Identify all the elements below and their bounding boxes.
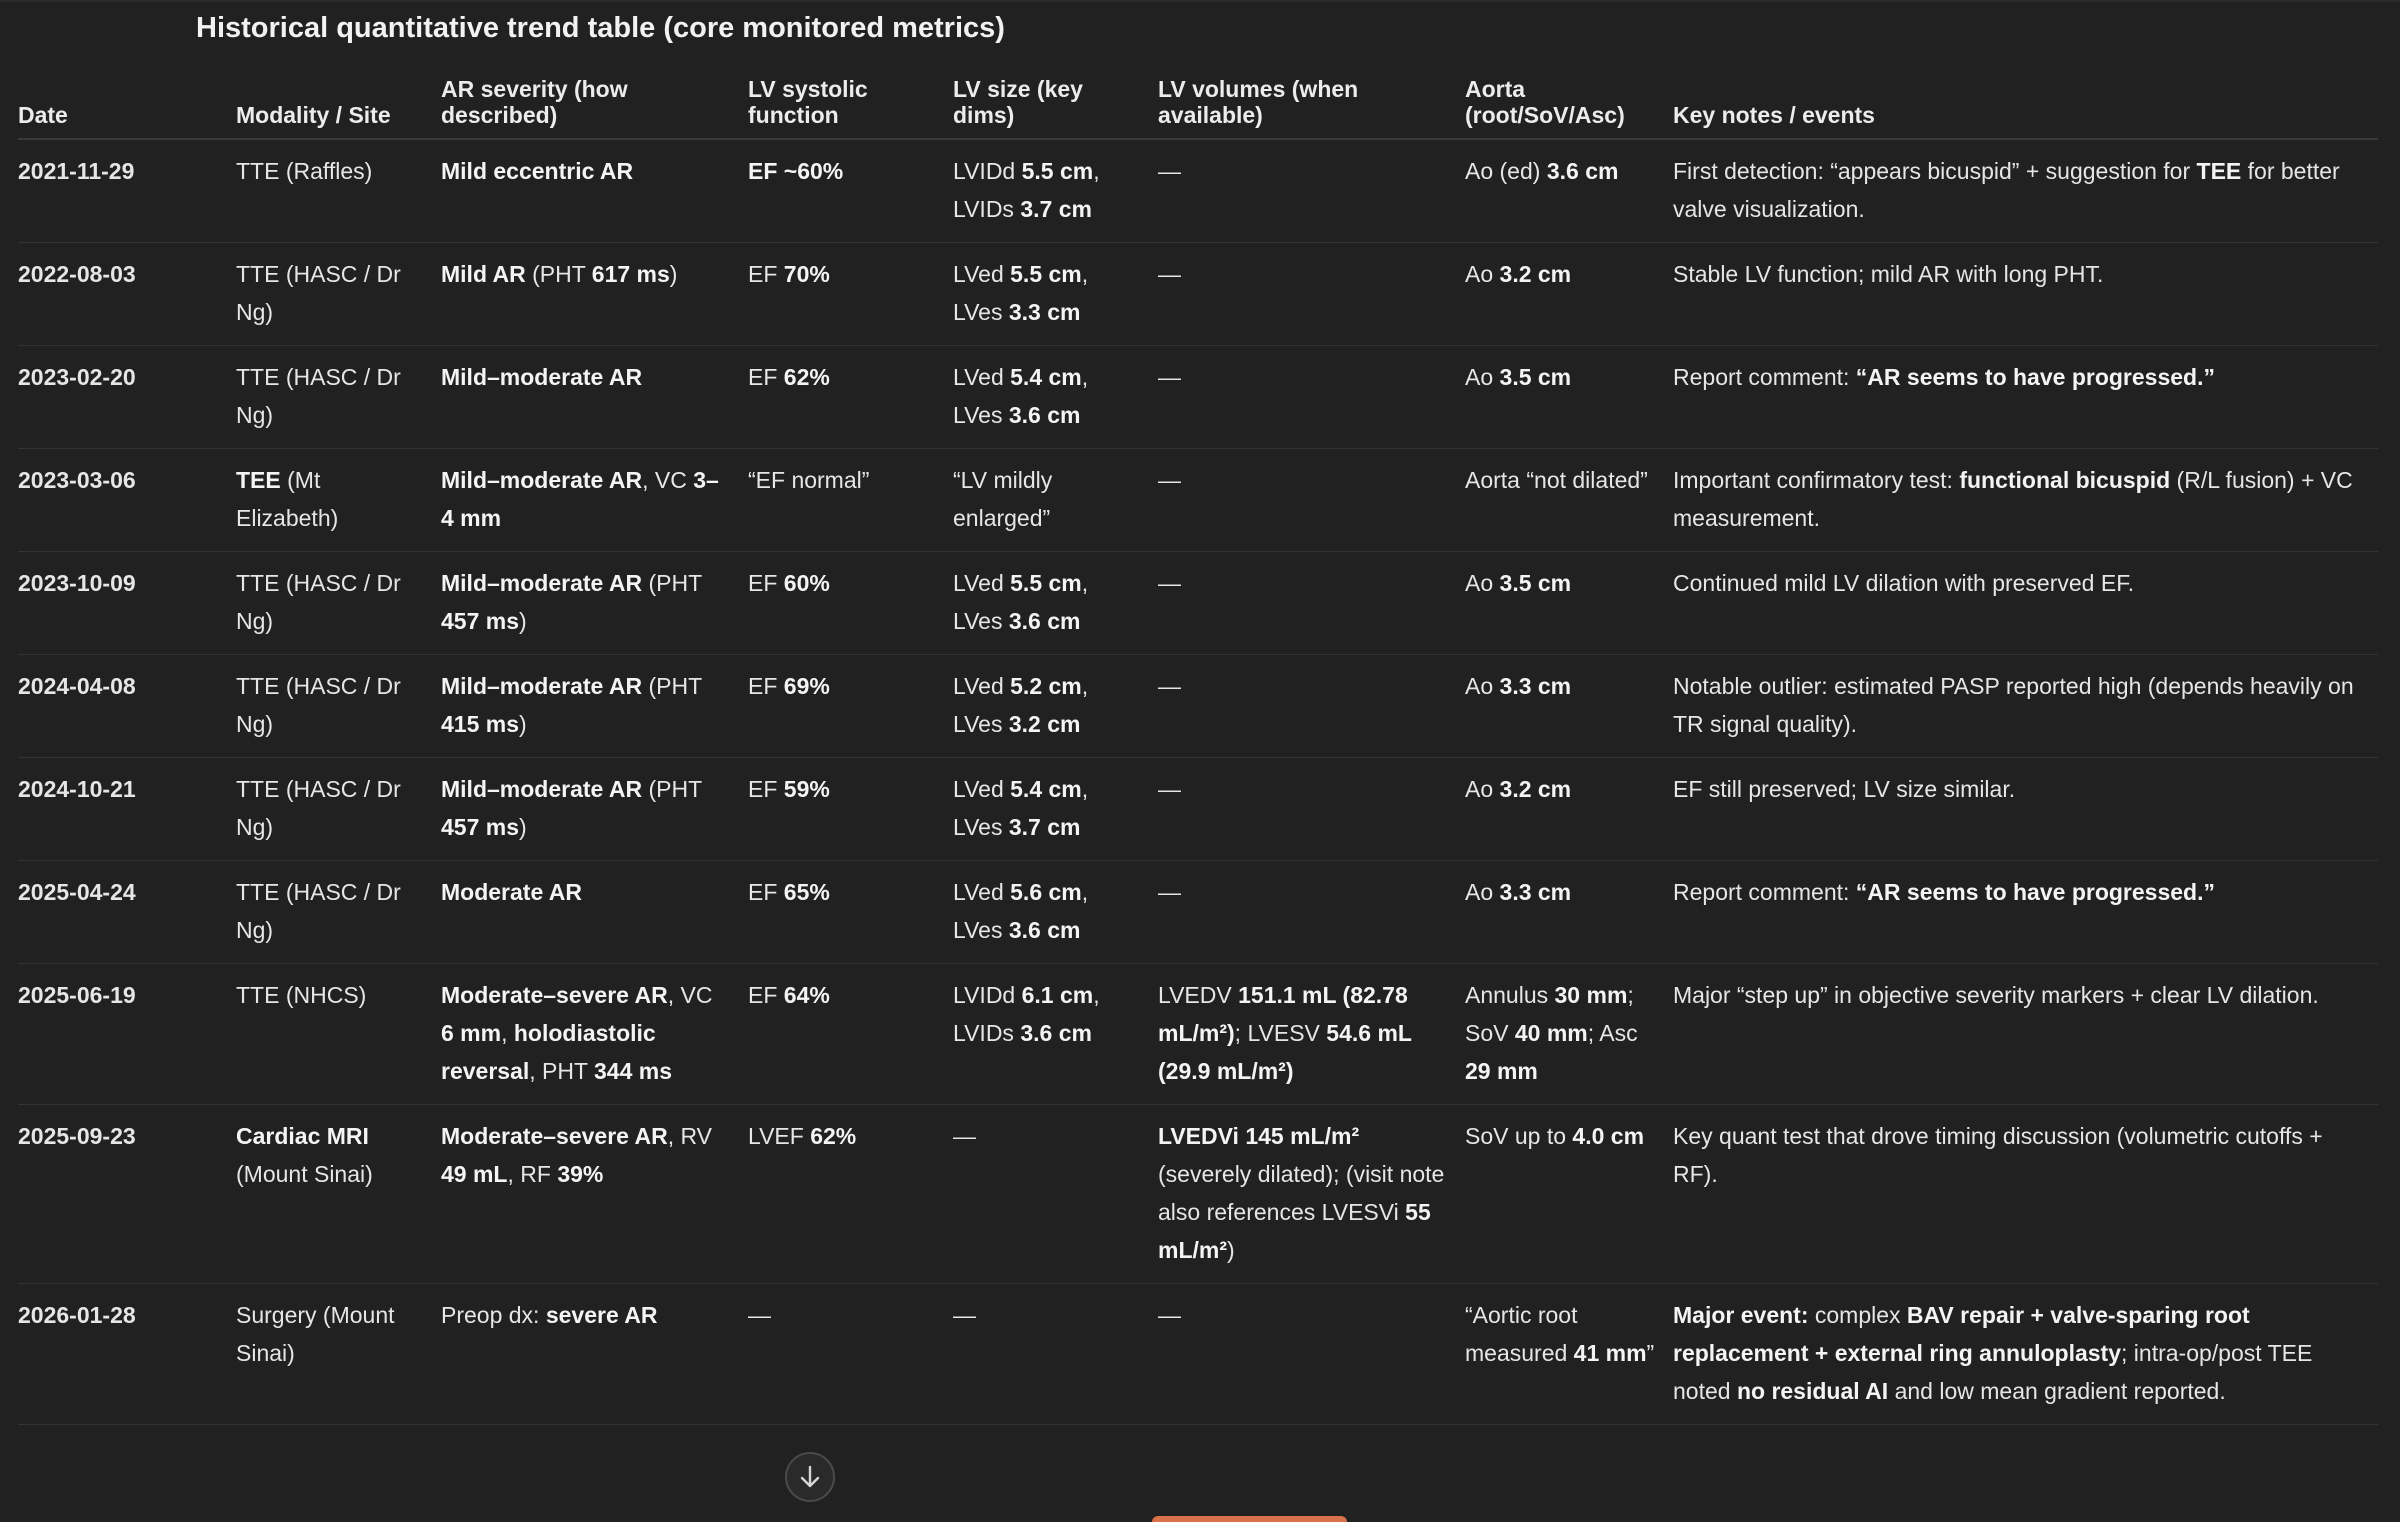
ar-severity-cell bbox=[441, 758, 748, 861]
lv-size-cell bbox=[953, 758, 1158, 861]
bold-text: 3.5 cm bbox=[1499, 364, 1572, 390]
cell-text: , LVIDs bbox=[953, 982, 1100, 1046]
bold-text: 415 ms bbox=[441, 711, 520, 737]
cell-text: , VC bbox=[642, 467, 694, 493]
table-row bbox=[18, 243, 2378, 346]
table-row bbox=[18, 449, 2378, 552]
cell-text: ) bbox=[669, 261, 678, 287]
action-button-edge[interactable] bbox=[1152, 1516, 1347, 1522]
bold-text: 5.5 cm bbox=[1021, 158, 1094, 184]
cell-text: , PHT bbox=[529, 1058, 595, 1084]
cell-text: ) bbox=[519, 814, 527, 840]
lv-volumes-cell bbox=[1158, 449, 1465, 552]
bold-text: 3.3 cm bbox=[1008, 299, 1081, 325]
cell-text: Important confirmatory test: bbox=[1673, 467, 1960, 493]
cell-text: (PHT bbox=[642, 673, 702, 699]
cell-text: , LVes bbox=[953, 673, 1089, 737]
notes-cell bbox=[1673, 861, 2378, 964]
lv-volumes-cell bbox=[1158, 758, 1465, 861]
cell-text: ) bbox=[519, 608, 527, 634]
lv-volumes-cell bbox=[1158, 1284, 1465, 1425]
bold-text: 49 mL bbox=[441, 1161, 508, 1187]
bold-text: Mild–moderate AR bbox=[441, 364, 643, 390]
column-header-aorta: Aorta (root/SoV/Asc) bbox=[1465, 70, 1673, 139]
lv-systolic-cell bbox=[748, 449, 953, 552]
bold-text: 3–4 mm bbox=[441, 467, 719, 531]
cell-text: , LVes bbox=[953, 776, 1089, 840]
bold-text: 5.2 cm bbox=[1010, 673, 1082, 699]
cell-text: , LVes bbox=[953, 570, 1089, 634]
cell-text: TTE (NHCS) bbox=[236, 982, 367, 1008]
lv-systolic-cell bbox=[748, 139, 953, 243]
table-row bbox=[18, 655, 2378, 758]
modality-cell bbox=[236, 1105, 441, 1284]
cell-text: Ao bbox=[1465, 261, 1500, 287]
table-body bbox=[18, 139, 2378, 1425]
bold-text: 3.6 cm bbox=[1008, 917, 1081, 943]
arrow-down-icon bbox=[799, 1465, 821, 1489]
cell-text: LVEDV bbox=[1158, 982, 1239, 1008]
cell-text: LVed bbox=[953, 879, 1011, 905]
cell-text: TTE (HASC / Dr Ng) bbox=[236, 776, 401, 840]
cell-text: Continued mild LV dilation with preserved EF. bbox=[1673, 570, 2135, 596]
cell-text: — bbox=[1158, 364, 1181, 390]
date-cell: 2026-01-28 bbox=[18, 1284, 236, 1425]
cell-text: , LVIDs bbox=[953, 158, 1100, 222]
column-header-date: Date bbox=[18, 70, 236, 139]
cell-text: — bbox=[953, 1123, 976, 1149]
date-cell: 2025-04-24 bbox=[18, 861, 236, 964]
aorta-cell bbox=[1465, 449, 1673, 552]
notes-cell bbox=[1673, 655, 2378, 758]
cell-text: Preop dx: bbox=[441, 1302, 546, 1328]
cell-text: ; SoV bbox=[1465, 982, 1634, 1046]
bold-text: 3.2 cm bbox=[1499, 261, 1572, 287]
cell-text: ) bbox=[1227, 1237, 1235, 1263]
lv-size-cell bbox=[953, 346, 1158, 449]
bold-text: 70% bbox=[783, 261, 830, 287]
bold-text: 6.1 cm bbox=[1021, 982, 1094, 1008]
cell-text: EF bbox=[748, 673, 784, 699]
bold-text: Major event: bbox=[1673, 1302, 1809, 1328]
cell-text: LVEF bbox=[748, 1123, 811, 1149]
cell-text: TTE (HASC / Dr Ng) bbox=[236, 879, 401, 943]
cell-text: Report comment: bbox=[1673, 364, 1856, 390]
cell-text: EF bbox=[748, 879, 784, 905]
ar-severity-cell bbox=[441, 243, 748, 346]
cell-text: — bbox=[748, 1302, 771, 1328]
bold-text: Mild–moderate AR bbox=[441, 570, 643, 596]
cell-text: EF bbox=[748, 982, 784, 1008]
cell-text: LVed bbox=[953, 570, 1011, 596]
bold-text: 5.5 cm bbox=[1010, 570, 1082, 596]
cell-text: (PHT bbox=[525, 261, 592, 287]
bold-text: “AR seems to have progressed.” bbox=[1855, 879, 2215, 905]
bold-text: 3.2 cm bbox=[1499, 776, 1572, 802]
bold-text: 54.6 mL (29.9 mL/m²) bbox=[1158, 1020, 1412, 1084]
column-header-notes: Key notes / events bbox=[1673, 70, 2378, 139]
notes-cell bbox=[1673, 139, 2378, 243]
lv-systolic-cell bbox=[748, 655, 953, 758]
cell-text: EF bbox=[748, 570, 784, 596]
cell-text: Report comment: bbox=[1673, 879, 1856, 905]
bold-text: 3.2 cm bbox=[1008, 711, 1081, 737]
cell-text: (R/L fusion) + VC measurement. bbox=[1673, 467, 2353, 531]
cell-text: LVed bbox=[953, 261, 1011, 287]
date-cell: 2022-08-03 bbox=[18, 243, 236, 346]
bold-text: Mild eccentric AR bbox=[441, 158, 634, 184]
ar-severity-cell bbox=[441, 861, 748, 964]
cell-text: Ao bbox=[1465, 570, 1500, 596]
bold-text: Mild–moderate AR bbox=[441, 467, 643, 493]
aorta-cell bbox=[1465, 861, 1673, 964]
lv-volumes-cell bbox=[1158, 1105, 1465, 1284]
aorta-cell bbox=[1465, 964, 1673, 1105]
lv-volumes-cell bbox=[1158, 655, 1465, 758]
cell-text: , LVes bbox=[953, 261, 1089, 325]
bold-text: 5.6 cm bbox=[1010, 879, 1082, 905]
bold-text: 62% bbox=[783, 364, 830, 390]
bold-text: Moderate AR bbox=[441, 879, 582, 905]
bold-text: 40 mm bbox=[1514, 1020, 1588, 1046]
scroll-down-button[interactable] bbox=[785, 1452, 835, 1502]
trend-table bbox=[18, 70, 2378, 1425]
cell-text: Ao bbox=[1465, 364, 1500, 390]
cell-text: LVed bbox=[953, 364, 1011, 390]
cell-text: ) bbox=[519, 711, 527, 737]
table-header-row bbox=[18, 70, 2378, 139]
bold-text: 3.3 cm bbox=[1499, 673, 1572, 699]
bold-text: Moderate–severe AR bbox=[441, 982, 668, 1008]
cell-text: — bbox=[1158, 570, 1181, 596]
bold-text: 60% bbox=[783, 570, 830, 596]
table-row bbox=[18, 1284, 2378, 1425]
modality-cell bbox=[236, 758, 441, 861]
notes-cell bbox=[1673, 449, 2378, 552]
aorta-cell bbox=[1465, 1105, 1673, 1284]
bold-text: 64% bbox=[783, 982, 830, 1008]
bold-text: 69% bbox=[783, 673, 830, 699]
bold-text: 617 ms bbox=[591, 261, 670, 287]
bold-text: 30 mm bbox=[1554, 982, 1628, 1008]
bold-text: 6 mm bbox=[441, 1020, 502, 1046]
cell-text: — bbox=[1158, 467, 1181, 493]
cell-text: for better valve visualization. bbox=[1673, 158, 2340, 222]
cell-text: LVed bbox=[953, 776, 1011, 802]
lv-size-cell bbox=[953, 1284, 1158, 1425]
ar-severity-cell bbox=[441, 552, 748, 655]
cell-text: Stable LV function; mild AR with long PHT. bbox=[1673, 261, 2104, 287]
lv-volumes-cell bbox=[1158, 346, 1465, 449]
cell-text: “LV mildly enlarged” bbox=[953, 467, 1053, 531]
cell-text: TTE (HASC / Dr Ng) bbox=[236, 261, 401, 325]
lv-systolic-cell bbox=[748, 758, 953, 861]
modality-cell bbox=[236, 655, 441, 758]
bold-text: “AR seems to have progressed.” bbox=[1855, 364, 2215, 390]
cell-text: EF bbox=[748, 364, 784, 390]
lv-volumes-cell bbox=[1158, 552, 1465, 655]
bold-text: Moderate–severe AR bbox=[441, 1123, 668, 1149]
cell-text: Annulus bbox=[1465, 982, 1555, 1008]
bold-text: 5.5 cm bbox=[1010, 261, 1082, 287]
modality-cell bbox=[236, 552, 441, 655]
bold-text: 4.0 cm bbox=[1572, 1123, 1645, 1149]
modality-cell bbox=[236, 139, 441, 243]
bold-text: 59% bbox=[783, 776, 830, 802]
cell-text: First detection: “appears bicuspid” + suggestion for bbox=[1673, 158, 2197, 184]
aorta-cell bbox=[1465, 1284, 1673, 1425]
bold-text: functional bicuspid bbox=[1959, 467, 2171, 493]
cell-text: Aorta “not dilated” bbox=[1465, 467, 1648, 493]
column-header-modality: Modality / Site bbox=[236, 70, 441, 139]
bold-text: 151.1 mL (82.78 mL/m²) bbox=[1158, 982, 1408, 1046]
cell-text: (Mt Elizabeth) bbox=[236, 467, 339, 531]
lv-volumes-cell bbox=[1158, 243, 1465, 346]
notes-cell bbox=[1673, 243, 2378, 346]
cell-text: SoV up to bbox=[1465, 1123, 1573, 1149]
bold-text: 55 mL/m² bbox=[1158, 1199, 1431, 1263]
cell-text: EF bbox=[748, 261, 784, 287]
bold-text: severe AR bbox=[545, 1302, 658, 1328]
ar-severity-cell bbox=[441, 655, 748, 758]
bold-text: holodiastolic reversal bbox=[441, 1020, 656, 1084]
cell-text: “Aortic root measured bbox=[1465, 1302, 1578, 1366]
bold-text: 344 ms bbox=[594, 1058, 673, 1084]
date-cell: 2024-04-08 bbox=[18, 655, 236, 758]
lv-size-cell bbox=[953, 964, 1158, 1105]
cell-text: (Mount Sinai) bbox=[236, 1161, 373, 1187]
bold-text: 3.6 cm bbox=[1008, 402, 1081, 428]
bold-text: TEE bbox=[236, 467, 281, 493]
bold-text: EF ~60% bbox=[748, 158, 844, 184]
cell-text: TTE (Raffles) bbox=[236, 158, 373, 184]
notes-cell bbox=[1673, 964, 2378, 1105]
date-cell: 2024-10-21 bbox=[18, 758, 236, 861]
bold-text: 457 ms bbox=[441, 814, 520, 840]
lv-volumes-cell bbox=[1158, 964, 1465, 1105]
bold-text: 3.6 cm bbox=[1020, 1020, 1092, 1046]
column-header-lv-systolic: LV systolic function bbox=[748, 70, 953, 139]
lv-size-cell bbox=[953, 655, 1158, 758]
bold-text: 39% bbox=[557, 1161, 604, 1187]
cell-text: , LVes bbox=[953, 364, 1089, 428]
bold-text: BAV repair + valve-sparing root replacement + external ring annuloplasty bbox=[1673, 1302, 2250, 1366]
lv-size-cell bbox=[953, 552, 1158, 655]
section-heading: Historical quantitative trend table (core monitored metrics) bbox=[196, 12, 1005, 44]
cell-text: , RF bbox=[507, 1161, 558, 1187]
bold-text: 65% bbox=[783, 879, 830, 905]
lv-systolic-cell bbox=[748, 346, 953, 449]
bold-text: LVEDVi 145 mL/m² bbox=[1158, 1123, 1360, 1149]
bold-text: no residual AI bbox=[1736, 1378, 1889, 1404]
modality-cell bbox=[236, 1284, 441, 1425]
date-cell: 2025-09-23 bbox=[18, 1105, 236, 1284]
notes-cell bbox=[1673, 758, 2378, 861]
cell-text: LVIDd bbox=[953, 982, 1022, 1008]
date-cell: 2025-06-19 bbox=[18, 964, 236, 1105]
cell-text: LVIDd bbox=[953, 158, 1022, 184]
modality-cell bbox=[236, 861, 441, 964]
date-cell: 2023-10-09 bbox=[18, 552, 236, 655]
cell-text: ; intra-op/post TEE noted bbox=[1673, 1340, 2313, 1404]
lv-volumes-cell bbox=[1158, 139, 1465, 243]
ar-severity-cell bbox=[441, 139, 748, 243]
cell-text: TTE (HASC / Dr Ng) bbox=[236, 364, 401, 428]
date-cell: 2023-02-20 bbox=[18, 346, 236, 449]
cell-text: ; Asc bbox=[1587, 1020, 1638, 1046]
notes-cell bbox=[1673, 552, 2378, 655]
bold-text: 3.7 cm bbox=[1008, 814, 1081, 840]
cell-text: (severely dilated); (visit note also references LVESVi bbox=[1158, 1161, 1445, 1225]
date-cell: 2021-11-29 bbox=[18, 139, 236, 243]
cell-text: EF still preserved; LV size similar. bbox=[1673, 776, 2016, 802]
column-header-lv-size: LV size (key dims) bbox=[953, 70, 1158, 139]
aorta-cell bbox=[1465, 552, 1673, 655]
cell-text: Ao bbox=[1465, 879, 1500, 905]
cell-text: Ao bbox=[1465, 673, 1500, 699]
cell-text: , VC bbox=[667, 982, 713, 1008]
trend-table-container bbox=[18, 70, 2378, 1425]
cell-text: — bbox=[1158, 1302, 1181, 1328]
notes-cell bbox=[1673, 1105, 2378, 1284]
date-cell: 2023-03-06 bbox=[18, 449, 236, 552]
table-row bbox=[18, 964, 2378, 1105]
aorta-cell bbox=[1465, 243, 1673, 346]
modality-cell bbox=[236, 346, 441, 449]
cell-text: “EF normal” bbox=[748, 467, 870, 493]
cell-text: (PHT bbox=[642, 776, 702, 802]
cell-text: Ao (ed) bbox=[1465, 158, 1547, 184]
cell-text: — bbox=[1158, 158, 1181, 184]
ar-severity-cell bbox=[441, 1105, 748, 1284]
cell-text: — bbox=[1158, 879, 1181, 905]
cell-text: ; LVESV bbox=[1234, 1020, 1327, 1046]
cell-text: Surgery (Mount Sinai) bbox=[236, 1302, 395, 1366]
cell-text: Key quant test that drove timing discussion (volumetric cutoffs + RF). bbox=[1673, 1123, 2323, 1187]
lv-size-cell bbox=[953, 243, 1158, 346]
lv-size-cell bbox=[953, 449, 1158, 552]
table-row bbox=[18, 861, 2378, 964]
cell-text: Major “step up” in objective severity markers + clear LV dilation. bbox=[1673, 982, 2319, 1008]
lv-size-cell bbox=[953, 139, 1158, 243]
cell-text: complex bbox=[1808, 1302, 1907, 1328]
aorta-cell bbox=[1465, 346, 1673, 449]
table-row bbox=[18, 1105, 2378, 1284]
bold-text: 3.7 cm bbox=[1020, 196, 1092, 222]
ar-severity-cell bbox=[441, 346, 748, 449]
lv-volumes-cell bbox=[1158, 861, 1465, 964]
lv-systolic-cell bbox=[748, 1105, 953, 1284]
cell-text: — bbox=[953, 1302, 976, 1328]
cell-text: Ao bbox=[1465, 776, 1500, 802]
lv-systolic-cell bbox=[748, 861, 953, 964]
column-header-ar-severity: AR severity (how described) bbox=[441, 70, 748, 139]
aorta-cell bbox=[1465, 655, 1673, 758]
bold-text: 41 mm bbox=[1573, 1340, 1647, 1366]
table-row bbox=[18, 552, 2378, 655]
bold-text: 62% bbox=[810, 1123, 857, 1149]
bold-text: Cardiac MRI bbox=[236, 1123, 369, 1149]
cell-text: — bbox=[1158, 776, 1181, 802]
cell-text: EF bbox=[748, 776, 784, 802]
aorta-cell bbox=[1465, 758, 1673, 861]
cell-text: Notable outlier: estimated PASP reported high (depends heavily on TR signal quality). bbox=[1673, 673, 2354, 737]
ar-severity-cell bbox=[441, 449, 748, 552]
modality-cell bbox=[236, 243, 441, 346]
lv-size-cell bbox=[953, 861, 1158, 964]
table-row bbox=[18, 758, 2378, 861]
lv-systolic-cell bbox=[748, 552, 953, 655]
modality-cell bbox=[236, 964, 441, 1105]
cell-text: , LVes bbox=[953, 879, 1089, 943]
bold-text: 457 ms bbox=[441, 608, 520, 634]
ar-severity-cell bbox=[441, 1284, 748, 1425]
cell-text: LVed bbox=[953, 673, 1011, 699]
cell-text: (PHT bbox=[642, 570, 702, 596]
cell-text: , RV bbox=[667, 1123, 713, 1149]
bold-text: Mild AR bbox=[441, 261, 526, 287]
cell-text: TTE (HASC / Dr Ng) bbox=[236, 570, 401, 634]
table-row bbox=[18, 346, 2378, 449]
bold-text: 3.3 cm bbox=[1499, 879, 1572, 905]
table-row bbox=[18, 139, 2378, 243]
bold-text: 5.4 cm bbox=[1010, 776, 1082, 802]
notes-cell bbox=[1673, 1284, 2378, 1425]
bold-text: Mild–moderate AR bbox=[441, 673, 643, 699]
lv-systolic-cell bbox=[748, 243, 953, 346]
cell-text: ” bbox=[1646, 1340, 1655, 1366]
cell-text: — bbox=[1158, 673, 1181, 699]
cell-text: , bbox=[501, 1020, 514, 1046]
column-header-lv-volumes: LV volumes (when available) bbox=[1158, 70, 1465, 139]
notes-cell bbox=[1673, 346, 2378, 449]
bold-text: Mild–moderate AR bbox=[441, 776, 643, 802]
top-divider bbox=[0, 0, 2400, 2]
lv-systolic-cell bbox=[748, 964, 953, 1105]
aorta-cell bbox=[1465, 139, 1673, 243]
bold-text: 3.6 cm bbox=[1008, 608, 1081, 634]
modality-cell bbox=[236, 449, 441, 552]
ar-severity-cell bbox=[441, 964, 748, 1105]
bold-text: TEE bbox=[2196, 158, 2242, 184]
bold-text: 3.5 cm bbox=[1499, 570, 1572, 596]
cell-text: — bbox=[1158, 261, 1181, 287]
bold-text: 5.4 cm bbox=[1010, 364, 1082, 390]
lv-systolic-cell bbox=[748, 1284, 953, 1425]
bold-text: 29 mm bbox=[1465, 1058, 1538, 1084]
cell-text: and low mean gradient reported. bbox=[1888, 1378, 2226, 1404]
bold-text: 3.6 cm bbox=[1546, 158, 1619, 184]
lv-size-cell bbox=[953, 1105, 1158, 1284]
cell-text: TTE (HASC / Dr Ng) bbox=[236, 673, 401, 737]
